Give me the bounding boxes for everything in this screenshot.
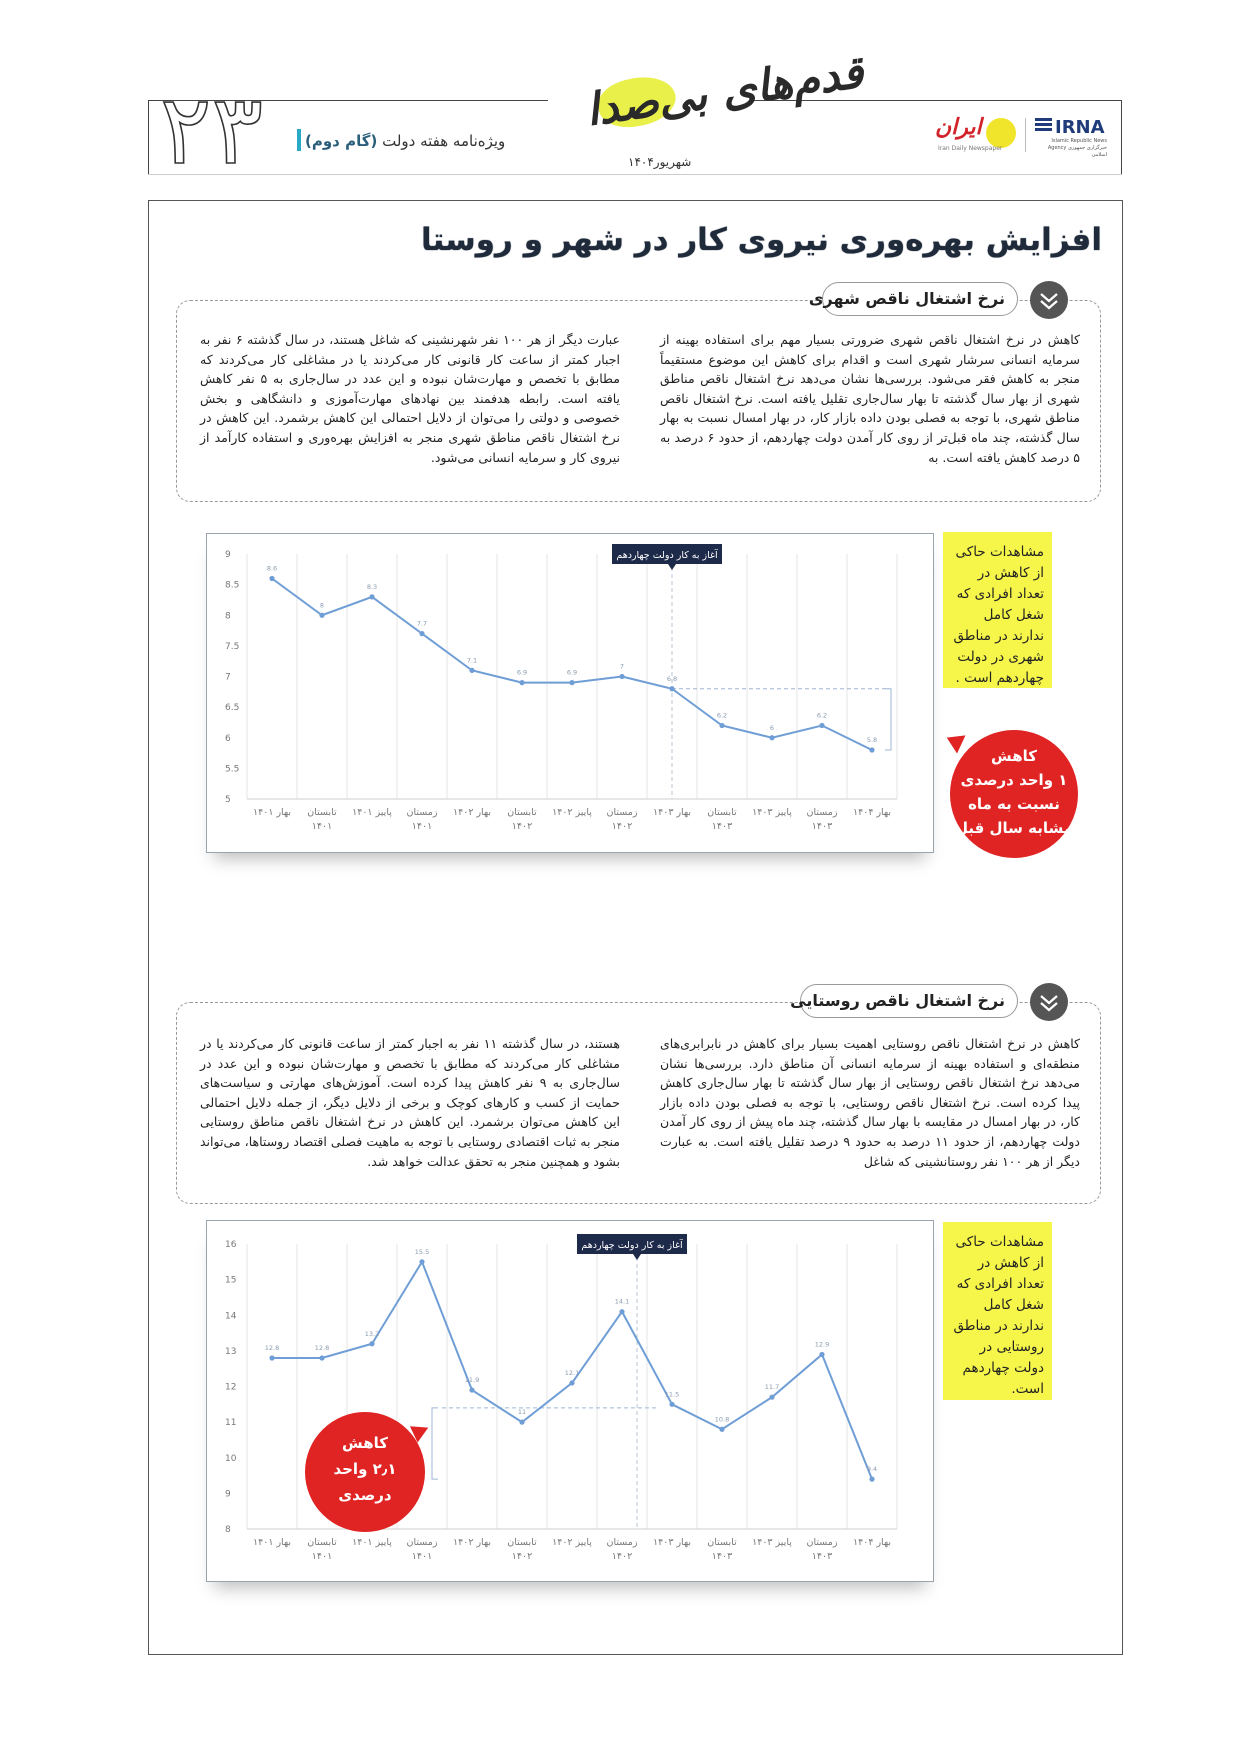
data-label: 6.8: [666, 674, 678, 683]
x-tick-label: تابستان: [707, 1537, 737, 1548]
x-tick-label: ۱۴۰۱: [311, 1551, 333, 1562]
rural-chart-frame: [206, 1220, 934, 1582]
chevron-down-icon: [1030, 983, 1068, 1021]
x-tick-label: ۱۴۰۱: [411, 821, 433, 832]
y-tick-label: 13: [225, 1346, 237, 1357]
data-label: 12.8: [314, 1344, 330, 1352]
x-tick-label: ۱۴۰۲: [611, 821, 633, 832]
x-tick-label: بهار ۱۴۰۴: [853, 807, 891, 818]
data-label: 6.2: [816, 711, 828, 720]
data-point: [269, 1355, 274, 1360]
x-tick-label: زمستان: [606, 1537, 638, 1548]
data-label: 14.1: [614, 1297, 630, 1306]
urban-paragraph-left: عبارت دیگر از هر ۱۰۰ نفر شهرنشینی که شاغل هستند، در سال گذشته ۶ نفر به اجبار کمتر از ساعت کار قانونی کار می‌کردند یا در مشاغلی کار می‌کردند که مطابق با تخصص و مهارت‌شان نبوده و این عدد در سال‌جاری به ۵ نفر کاهش یافته است. رابطه هدفمند بین نهادهای مهارت‌آموزی و دانشگاهی و بخش خصوصی و دولتی را می‌توان از دلایل احتمالی این کاهش برشمرد. این کاهش در نرخ اشتغال ناقص مناطق شهری منجر به افزایش بهره‌وری و استفاده کارآمد از نیروی کار و سرمایه انسانی می‌شود.: [200, 332, 621, 465]
x-tick-label: پاییز ۱۴۰۲: [552, 1537, 592, 1548]
data-label: 11.5: [664, 1390, 680, 1399]
urban-paragraph-right: کاهش در نرخ اشتغال ناقص شهری ضرورتی بسیار مهم برای استفاده بهینه از سرمایه انسانی سرشار شهری است و اقدام برای کاهش این موضوع مستقیماً منجر به کاهش فقر می‌شود. بررسی‌ها نشان می‌دهد نرخ اشتغال ناقص مناطق شهری از بهار سال گذشته تا بهار سال‌جاری تقلیل یافته است. نرخ اشتغال ناقص مناطق شهری، با توجه به فصلی بودن داده بازار کار، در بهار امسال نسبت به بهار سال گذشته، چند ماه قبل‌تر از روی کار آمدن دولت چهاردهم، از حدود ۶ درصد به ۵ درصد کاهش یافته است. به: [660, 332, 1080, 465]
page-number: ۲۳: [160, 74, 264, 186]
data-point: [819, 1352, 824, 1357]
y-tick-label: 12: [225, 1382, 237, 1393]
data-label: 11.9: [464, 1376, 480, 1385]
x-tick-label: ۱۴۰۱: [311, 821, 333, 832]
data-label: 8.6: [266, 564, 278, 573]
annotation-pointer: [668, 564, 676, 570]
data-label: 5.8: [866, 736, 878, 744]
data-point: [319, 1355, 324, 1360]
data-point: [569, 1380, 574, 1385]
x-tick-label: بهار ۱۴۰۱: [253, 1537, 291, 1548]
x-tick-label: ۱۴۰۳: [811, 821, 833, 832]
rural-underemployment-chart: [207, 1221, 932, 1580]
y-tick-label: 14: [225, 1311, 237, 1322]
data-point: [419, 1259, 424, 1264]
x-tick-label: ۱۴۰۲: [511, 1551, 533, 1562]
x-tick-label: تابستان: [707, 807, 737, 818]
data-label: 8.3: [366, 582, 378, 591]
x-tick-label: ۱۴۰۳: [811, 1551, 833, 1562]
rural-decrease-bubble: [305, 1412, 425, 1532]
urban-bubble-line-3: نسبت به ماه: [968, 795, 1060, 813]
x-tick-label: بهار ۱۴۰۳: [653, 1537, 691, 1548]
data-label: 9.4: [866, 1465, 878, 1474]
x-tick-label: پاییز ۱۴۰۲: [552, 807, 592, 818]
data-point: [469, 668, 474, 673]
data-label: 6.9: [516, 668, 528, 677]
rural-bubble-line-2: ۲٫۱ واحد: [333, 1460, 397, 1478]
data-point: [569, 680, 574, 685]
x-tick-label: ۱۴۰۲: [611, 1551, 633, 1562]
x-tick-label: زمستان: [606, 807, 638, 818]
y-tick-label: 10: [225, 1453, 237, 1464]
data-label: 7.1: [466, 656, 478, 665]
supplement-step: (گام دوم): [305, 132, 378, 150]
x-tick-label: تابستان: [507, 807, 537, 818]
data-label: 6.2: [716, 711, 728, 720]
y-tick-label: 15: [225, 1275, 237, 1286]
x-tick-label: ۱۴۰۳: [711, 821, 733, 832]
iran-newspaper-logo: ایران: [935, 115, 982, 140]
data-label: 7: [619, 662, 625, 671]
irna-logo-subtitle: Islamic Republic News Agency خبرگزاری جمهوری اسلامی: [1047, 138, 1107, 158]
logo-divider: [1025, 118, 1026, 152]
data-label: 11.7: [764, 1383, 780, 1392]
data-point: [469, 1387, 474, 1392]
y-tick-label: 16: [225, 1240, 237, 1250]
data-point: [419, 631, 424, 636]
x-tick-label: زمستان: [406, 807, 438, 818]
data-label: 6: [769, 723, 775, 732]
data-label: 11: [517, 1408, 527, 1417]
y-tick-label: 11: [225, 1418, 237, 1429]
x-tick-label: بهار ۱۴۰۳: [653, 807, 691, 818]
x-tick-label: بهار ۱۴۰۲: [453, 1537, 491, 1548]
data-label: 12.1: [564, 1368, 580, 1377]
data-point: [319, 613, 324, 618]
x-tick-label: تابستان: [507, 1537, 537, 1548]
x-tick-label: پاییز ۱۴۰۱: [352, 1537, 392, 1548]
data-point: [869, 1477, 874, 1482]
data-point: [819, 723, 824, 728]
y-tick-label: 8.5: [225, 580, 240, 591]
x-tick-label: ۱۴۰۳: [711, 1551, 733, 1562]
data-point: [269, 576, 274, 581]
data-point: [869, 747, 874, 752]
decrease-bracket: [885, 689, 891, 750]
data-point: [369, 594, 374, 599]
urban-decrease-bubble: [950, 730, 1078, 858]
iran-logo-subtitle: Iran Daily Newspaper: [938, 145, 1003, 152]
data-point: [769, 735, 774, 740]
decrease-bracket: [432, 1408, 438, 1479]
data-label: 8: [319, 601, 325, 610]
urban-bubble-line-4: مشابه سال قبل: [954, 819, 1074, 837]
y-tick-label: 7: [225, 672, 231, 683]
irna-logo-icon: [1035, 118, 1052, 135]
x-tick-label: ۱۴۰۱: [411, 1551, 433, 1562]
data-point: [669, 686, 674, 691]
data-point: [619, 674, 624, 679]
rural-bubble-line-1: کاهش: [342, 1434, 388, 1452]
x-tick-label: ۱۴۰۲: [511, 821, 533, 832]
y-tick-label: 8: [225, 1525, 231, 1535]
data-label: 7.7: [416, 619, 428, 628]
data-point: [519, 1420, 524, 1425]
x-tick-label: پاییز ۱۴۰۳: [752, 1537, 792, 1548]
data-label: 6.9: [566, 668, 578, 677]
rural-paragraph-right: کاهش در نرخ اشتغال ناقص روستایی اهمیت بسیار برای کاهش در نابرابری‌های منطقه‌ای و استفاده بهینه از سرمایه انسانی آن مناطق دارد. بررسی‌ها نشان می‌دهد نرخ اشتغال ناقص روستایی از بهار سال گذشته تا بهار سال‌جاری کاهش پیدا کرده است. نرخ اشتغال ناقص روستایی، با توجه به فصلی بودن داده بازار کار، در بهار امسال در مقایسه با بهار سال گذشته، چند ماه پیش از روی کار آمدن دولت چهاردهم، از حدود ۱۱ درصد به حدود ۹ درصد تقلیل یافته است. به عبارت دیگر از هر ۱۰۰ نفر روستانشینی که شاغل: [660, 1036, 1081, 1169]
urban-chart-frame: [206, 533, 934, 853]
annotation-label: آغاز به کار دولت چهاردهم: [616, 550, 718, 561]
data-point: [719, 1427, 724, 1432]
x-tick-label: زمستان: [406, 1537, 438, 1548]
data-label: 12.9: [814, 1340, 830, 1349]
data-point: [369, 1341, 374, 1346]
urban-underemployment-chart: [207, 534, 932, 851]
x-tick-label: تابستان: [307, 807, 337, 818]
x-tick-label: بهار ۱۴۰۱: [253, 807, 291, 818]
annotation-pointer: [633, 1254, 641, 1260]
annotation-label: آغاز به کار دولت چهاردهم: [581, 1240, 683, 1251]
x-tick-label: بهار ۱۴۰۴: [853, 1537, 891, 1548]
x-tick-label: پاییز ۱۴۰۱: [352, 807, 392, 818]
rural-section-heading: نرخ اشتغال ناقص روستایی: [800, 984, 1018, 1018]
x-tick-label: تابستان: [307, 1537, 337, 1548]
urban-bubble-line-2: ۱ واحد درصدی: [960, 771, 1068, 789]
irna-logo: IRNA: [1055, 117, 1105, 138]
y-tick-label: 8: [225, 611, 231, 622]
data-point: [769, 1395, 774, 1400]
data-label: 10.8: [714, 1415, 730, 1424]
supplement-label: [305, 132, 505, 150]
iran-logo-dot: [986, 118, 1016, 148]
supplement-logo: قدم‌های بی‌صدا: [582, 46, 867, 137]
data-label: 13.2: [364, 1329, 380, 1338]
data-point: [669, 1402, 674, 1407]
y-tick-label: 7.5: [225, 641, 240, 652]
data-point: [619, 1309, 624, 1314]
y-tick-label: 5: [225, 795, 231, 805]
data-point: [719, 723, 724, 728]
x-tick-label: زمستان: [806, 807, 838, 818]
data-label: 15.5: [414, 1247, 430, 1256]
urban-bubble-line-1: کاهش: [991, 747, 1037, 765]
article-title: افزایش بهره‌وری نیروی کار در شهر و روستا: [421, 222, 1102, 258]
data-point: [519, 680, 524, 685]
chevron-down-icon: [1030, 281, 1068, 319]
rural-paragraph-left: هستند، در سال گذشته ۱۱ نفر به اجبار کمتر از ساعت قانونی کار می‌کردند یا در مشاغلی کار می‌کردند که مطابق با تخصص و مهارت‌شان نبوده و این عدد در سال‌جاری به ۹ نفر کاهش پیدا کرده است. آموزش‌های مهارتی و سیاست‌های حمایت از کسب و کارهای کوچک و برخی از دلایل دیگر، از جمله دلایل احتمالی این کاهش می‌توان برشمرد. این کاهش در نرخ اشتغال ناقص مناطق روستایی منجر به ثبات اقتصادی روستایی با توجه به ماهیت فصلی اقتصاد روستاها، می‌تواند بشود و همچنین منجر به تحقق عدالت خواهد شد.: [200, 1036, 620, 1169]
urban-note: مشاهدات حاکی از کاهش در تعداد افرادی که شغل کامل ندارند در مناطق شهری در دولت چهاردهم است .: [943, 532, 1052, 688]
x-tick-label: بهار ۱۴۰۲: [453, 807, 491, 818]
y-tick-label: 5.5: [225, 764, 240, 775]
y-tick-label: 6.5: [225, 703, 240, 714]
y-tick-label: 9: [225, 550, 231, 560]
x-tick-label: زمستان: [806, 1537, 838, 1548]
series-line: [272, 579, 872, 751]
issue-date: شهریور۱۴۰۴: [628, 155, 692, 169]
supplement-accent-bar: [297, 129, 301, 151]
x-tick-label: پاییز ۱۴۰۳: [752, 807, 792, 818]
y-tick-label: 9: [225, 1489, 231, 1500]
y-tick-label: 6: [225, 733, 231, 744]
rural-note: مشاهدات حاکی از کاهش در تعداد افرادی که شغل کامل ندارند در مناطق روستایی در دولت چهاردهم است.: [943, 1222, 1052, 1400]
supplement-prefix: ویژه‌نامه هفته دولت: [382, 132, 506, 150]
rural-bubble-line-3: درصدی: [338, 1486, 392, 1504]
urban-section-heading: نرخ اشتغال ناقص شهری: [822, 282, 1018, 316]
data-label: 12.8: [264, 1344, 280, 1352]
